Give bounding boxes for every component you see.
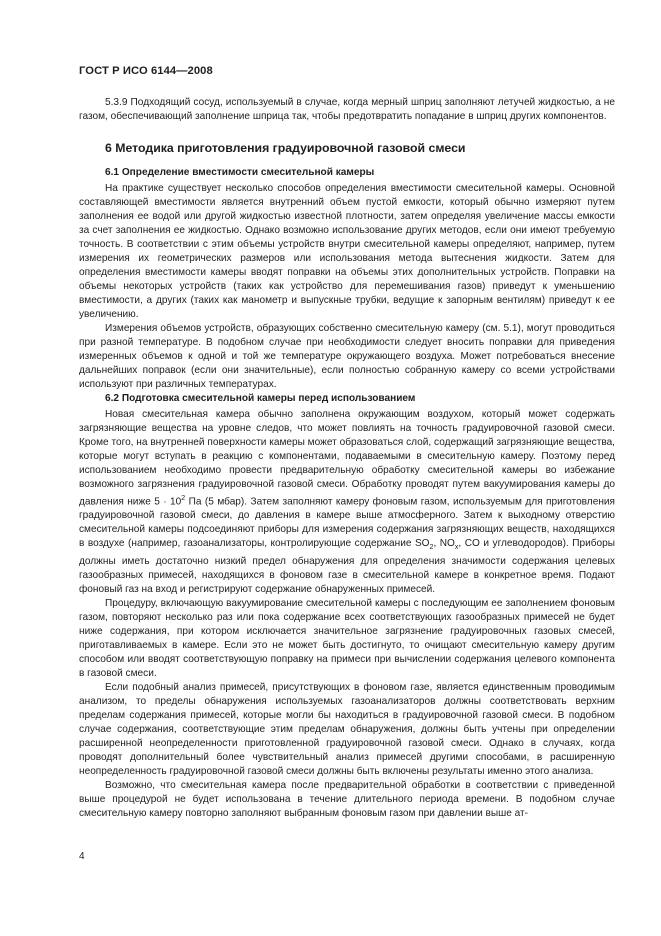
clause-5-3-9: 5.3.9 Подходящий сосуд, используемый в случае, когда мерный шприц заполняют летучей жидкостью, а не газом, обеспечивающий заполнение шприца так, чтобы предотвратить попадание в шприц других компонентов. xyxy=(79,97,615,122)
paragraph-6-2-1-part-b: Па (5 мбар). Затем заполняют камеру фоновым газом, используемым для приготовления градуировочной газовой смеси, до давления в камере выше атмосферного. Затем к выходному отверстию смесительной камеры подсоединяют приборы для измерения содержания загрязняющих веществ, находящихся в воздухе (например, газоанализаторы, контролирующие содержание SO xyxy=(79,496,615,550)
paragraph-6-1-1: На практике существует несколько способов определения вместимости смесительной камеры. Основной составляющей вместимости является внутренний объем пустой емкости, который обычно измеряют путем заполнения ее водой или другой жидкостью известной плотности, затем определяя увеличение массы емкости за счет заполнения ее жидкостью. Однако возможно использование других методов, если они имеют требуемую точность. В соответствии с этим объемы устройств внутри смесительной камеры определяют, например, путем измерения их геометрических размеров или использования метода вытеснения жидкости. Затем для определения вместимости камеры вводят поправки на объемы этих дополнительных устройств. Поправки на объемы некоторых устройств (таких как устройство для перемешивания газов) приведут к уменьшению вместимости, а других (таких как манометр и выпускные трубки, ведущие к запорным вентилям) приведут к ее увеличению. xyxy=(79,183,615,320)
paragraph-6-2-1 xyxy=(79,408,615,597)
paragraph-6-2-4: Возможно, что смесительная камера после предварительной обработки в соответствии с приведенной выше процедурой не будет использована в течение длительного периода времени. В подобном случае смесительную камеру повторно заполняют выбранным фоновым газом при давлении выше ат- xyxy=(79,780,615,820)
subsection-6-1-title: 6.1 Определение вместимости смесительной камеры xyxy=(105,167,375,178)
paragraph-6-2-1-part-d: , CO и углеводородов). Приборы должны иметь достаточно низкий предел обнаружения для определения значимости содержания целевых газообразных примесей, находящихся в фоновом газе в смесительной камере в конкретное время. Подают фоновый газ на вход и регистрируют содержание обнаруженных примесей. xyxy=(79,538,616,596)
paragraph-6-2-3: Если подобный анализ примесей, присутствующих в фоновом газе, является единственным проводимым анализом, то пределы обнаружения используемых газоанализаторов должны соответствовать верхним пределам содержания примесей, которые могли бы находиться в градуировочной газовой смеси. В подобном случае содержания, соответствующие этим пределам обнаружения, должны быть учтены при определении расширенной неопределенности приготовленной градуировочной газовой смеси. Однако в случаях, когда проводят дополнительный более чувствительный анализ примесей другими способами, в расширенную неопределенность градуировочной газовой смеси должны быть включены результаты именно этого анализа. xyxy=(79,682,615,778)
document-body xyxy=(79,96,615,821)
paragraph-6-1-2: Измерения объемов устройств, образующих собственно смесительную камеру (см. 5.1), могут проводиться при разной температуре. В подобном случае при необходимости следует вносить поправки для приведения измеренных объемов к одной и той же температуре окружающего воздуха. Может потребоваться внесение дальнейших поправок (если они значительные), если полностью собранную камеру со всеми устройствами используют при различных температурах. xyxy=(79,323,615,390)
paragraph-6-2-2: Процедуру, включающую вакуумирование смесительной камеры с последующим ее заполнением фоновым газом, повторяют несколько раз или пока содержание всех соответствующих газообразных примесей не будет ниже содержания, при котором исключается значительное загрязнение градуировочных газовых смесей, приготавливаемых в камере. Если это не может быть достигнуто, то очищают смесительную камеру другим способом или вводят соответствующую поправку на примеси при вычислении содержания целевого компонента в газовой смеси. xyxy=(79,598,615,680)
pressure-exponent: 2 xyxy=(181,495,186,502)
page-number: 4 xyxy=(79,851,85,862)
section-6-title: 6 Методика приготовления градуировочной газовой смеси xyxy=(105,141,466,155)
document-header: ГОСТ Р ИСО 6144—2008 xyxy=(79,65,213,77)
paragraph-6-2-1-part-c: , NO xyxy=(433,538,455,550)
so2-subscript: 2 xyxy=(429,544,434,552)
subsection-6-2-title: 6.2 Подготовка смесительной камеры перед использованием xyxy=(105,393,416,404)
nox-subscript: x xyxy=(454,544,459,552)
paragraph-6-2-1-part-a: Новая смесительная камера обычно заполнена окружающим воздухом, который может содержать загрязняющие вещества на уровне следов, что может повлиять на точность градуировочной газовой смеси. Кроме того, на внутренней поверхности камеры может образоваться слой, содержащий загрязняющие вещества, которые могут вступать в реакцию с компонентами, подаваемыми в смесительную камеру. Поэтому перед использованием необходимо провести предварительную обработку смесительной камеры во избежание возможного загрязнения градуировочной газовой смеси. Обработку проводят путем вакуумирования камеры до давления ниже 5 · 10 xyxy=(79,409,615,508)
